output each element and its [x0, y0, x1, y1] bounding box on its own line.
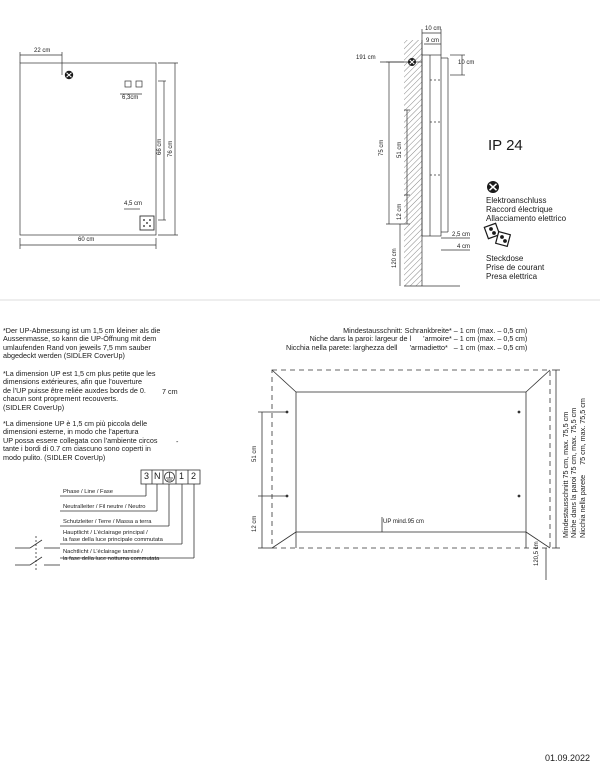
wire-phase-label: Phase / Line / Fase: [63, 489, 113, 495]
terminal-label-1: 1: [179, 471, 185, 481]
wire-earth-label: Schutzleiter / Terre / Massa a terra: [63, 519, 152, 525]
terminal-label-2: 2: [191, 471, 197, 481]
wire-neutral-label: Neutralleiter / Fil neutre / Neutro: [63, 504, 146, 510]
dim-side-4: 4 cm: [457, 244, 471, 250]
document-date: 01.09.2022: [545, 753, 591, 763]
niche-drawing: [258, 370, 560, 580]
electrical-connection-icon-side: [408, 58, 416, 66]
cabinet-side-outline: [422, 55, 441, 236]
dim-side-12: 12 cm: [397, 203, 403, 220]
earth-symbol: [165, 472, 175, 482]
dim-side-191: 191 cm: [356, 55, 376, 61]
note-italian-dash: -: [176, 437, 179, 446]
niche-vertical-dimensions: Mindestausschnitt 75 cm, max. 75,5 cm Niche dans la paroi 75 cm, max. 75,5 cm Nicchia nella parete 75 cm, max. 75,5 cm: [561, 398, 587, 538]
socket-icon-front: [143, 219, 151, 227]
wire-main-light-label: Hauptlicht / L’éclairage principal / la fase della luce principale commutata: [63, 530, 163, 543]
niche-up-label: UP mind.95 cm: [383, 519, 424, 525]
niche-dim-120: 120,5 cm: [534, 541, 540, 566]
niche-header: Mindestausschnitt: Schrankbreite* – 1 cm (max. – 0,5 cm) Niche dans la paroi: largeur de l ’armoire* – 1 cm (max. – 0,5 cm) Nicchia nella parete: larghezza dell ’armadietto* – 1 cm (max. – 0,5 cm): [286, 326, 528, 352]
niche-inner: [296, 392, 526, 532]
dim-side-75: 75 cm: [379, 139, 385, 156]
note-french-suffix: 7 cm: [162, 387, 178, 396]
dim-side-51: 51 cm: [397, 141, 403, 158]
ip-rating: IP 24: [488, 137, 523, 154]
terminal-label-n: N: [154, 471, 161, 481]
terminal-label-3: 3: [144, 471, 150, 481]
dim-height-66: 66 cm: [157, 138, 163, 155]
niche-dim-12: 12 cm: [252, 515, 258, 532]
dim-socket-spacing: 6,3cm: [122, 95, 139, 101]
legend-electrical-connection: Elektroanschluss Raccord électrique Allacciamento elettrico: [486, 196, 567, 224]
dim-side-10-top: 10 cm: [425, 26, 442, 32]
wire-night-light-label: Nachtlicht / L’éclairage tamisé / la fase della luce notturna commutata: [63, 549, 160, 562]
note-german: *Der UP-Abmessung ist um 1,5 cm kleiner als die Aussenmasse, so kann die UP-Öffnung mit dem umlaufenden Rand von jeweils 7,5 mm sauber abgedeckt werden (SIDLER CoverUp): [3, 326, 161, 361]
electrical-connection-icon-front: [65, 71, 73, 79]
dim-height-76: 76 cm: [168, 140, 174, 157]
electrical-connection-icon-legend: [487, 181, 499, 193]
dim-front-width-bottom: 60 cm: [78, 237, 95, 243]
dim-side-2-5: 2,5 cm: [452, 232, 471, 238]
socket-icon-legend: [484, 223, 510, 246]
niche-mounting-points: [286, 411, 521, 498]
dim-bottom-offset: 4,5 cm: [124, 201, 143, 207]
dim-side-10-right: 10 cm: [458, 60, 475, 66]
dim-side-9: 9 cm: [426, 38, 440, 44]
dim-side-120: 120 cm: [392, 248, 398, 268]
niche-dim-51: 51 cm: [252, 445, 258, 462]
note-french: *La dimension UP est 1,5 cm plus petite que les dimensions extérieures, afin que l’ouverture de l’UP puisse être reliée auxdes bords de 0. chacun sont proprement recouverts. (SIDLER CoverUp): [3, 369, 156, 412]
legend-socket: Steckdose Prise de courant Presa elettrica: [486, 254, 545, 282]
dim-front-width-top: 22 cm: [34, 48, 51, 54]
note-italian: *La dimensione UP è 1,5 cm più piccola delle dimensioni esterne, in modo che l’apertura UP possa essere collegata con l’ambiente circos tante i bordi di 0.7 cm ciascuno sono coperti in modo pulito. (SIDLER CoverUp): [3, 419, 158, 462]
front-view: [20, 52, 178, 249]
